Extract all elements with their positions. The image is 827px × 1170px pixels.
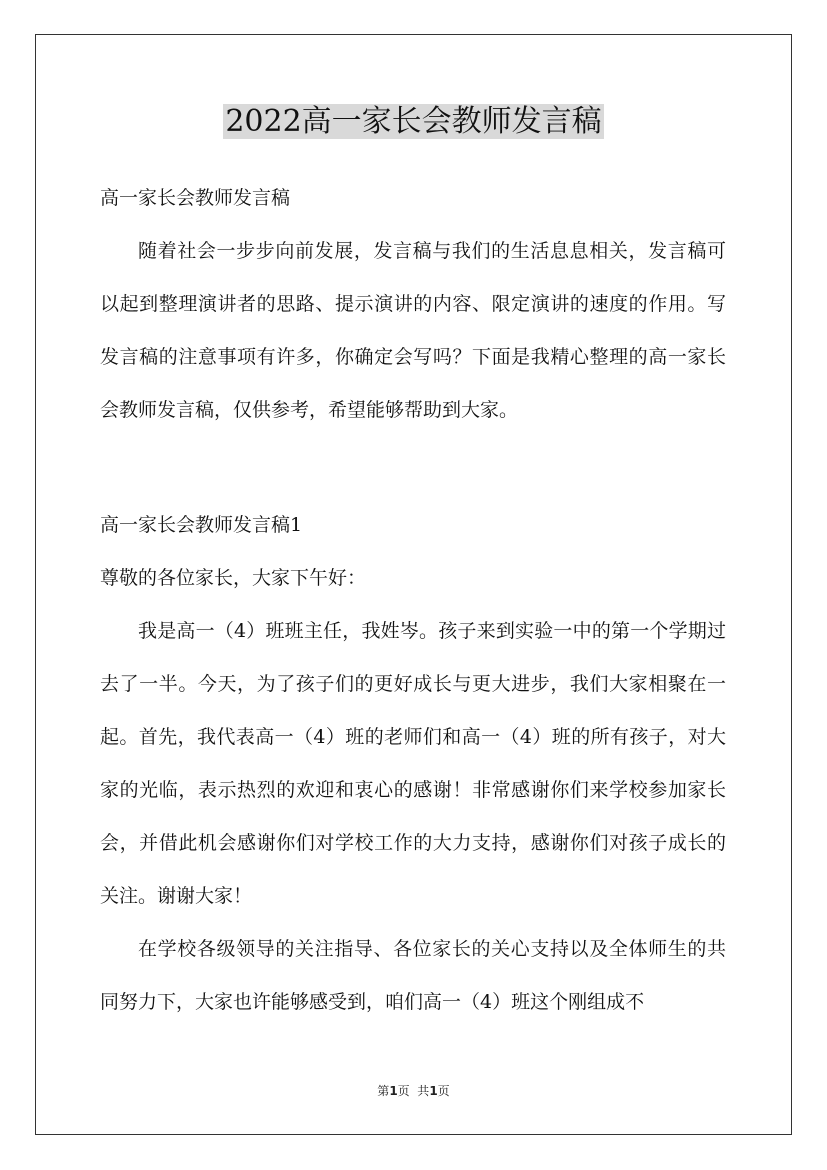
page-label-suffix: 页 xyxy=(437,1084,450,1098)
page-current-number: 1 xyxy=(389,1084,398,1098)
document-title xyxy=(0,102,827,142)
page-label-mid: 页 共 xyxy=(397,1084,430,1098)
document-body xyxy=(100,172,726,1029)
body-paragraph-2: 在学校各级领导的关注指导、各位家长的关心支持以及全体师生的共同努力下，大家也许能够感受到，咱们高一（4）班这个刚组成不 xyxy=(100,938,726,1013)
body-paragraph-1: 我是高一（4）班班主任，我姓岑。孩子来到实验一中的第一个学期过去了一半。今天，为了孩子们的更好成长与更大进步，我们大家相聚在一起。首先，我代表高一（4）班的老师们和高一（4）班的所有孩子，对大家的光临，表示热烈的欢迎和衷心的感谢！非常感谢你们来学校参加家长会，并借此机会感谢你们对学校工作的大力支持，感谢你们对孩子成长的关注。谢谢大家！ xyxy=(100,620,726,907)
document-subtitle: 高一家长会教师发言稿 xyxy=(100,187,291,209)
section-gap xyxy=(100,437,726,499)
page-footer xyxy=(0,1082,827,1100)
page-label-prefix: 第 xyxy=(377,1084,390,1098)
greeting-line: 尊敬的各位家长，大家下午好： xyxy=(100,567,367,589)
document-title-text: 2022高一家长会教师发言稿 xyxy=(225,104,602,139)
section-heading-1: 高一家长会教师发言稿1 xyxy=(100,514,303,536)
intro-paragraph: 随着社会一步步向前发展，发言稿与我们的生活息息相关，发言稿可以起到整理演讲者的思路、提示演讲的内容、限定演讲的速度的作用。写发言稿的注意事项有许多，你确定会写吗？下面是我精心整理的高一家长会教师发言稿，仅供参考，希望能够帮助到大家。 xyxy=(100,240,726,421)
page-total-number: 1 xyxy=(429,1084,438,1098)
